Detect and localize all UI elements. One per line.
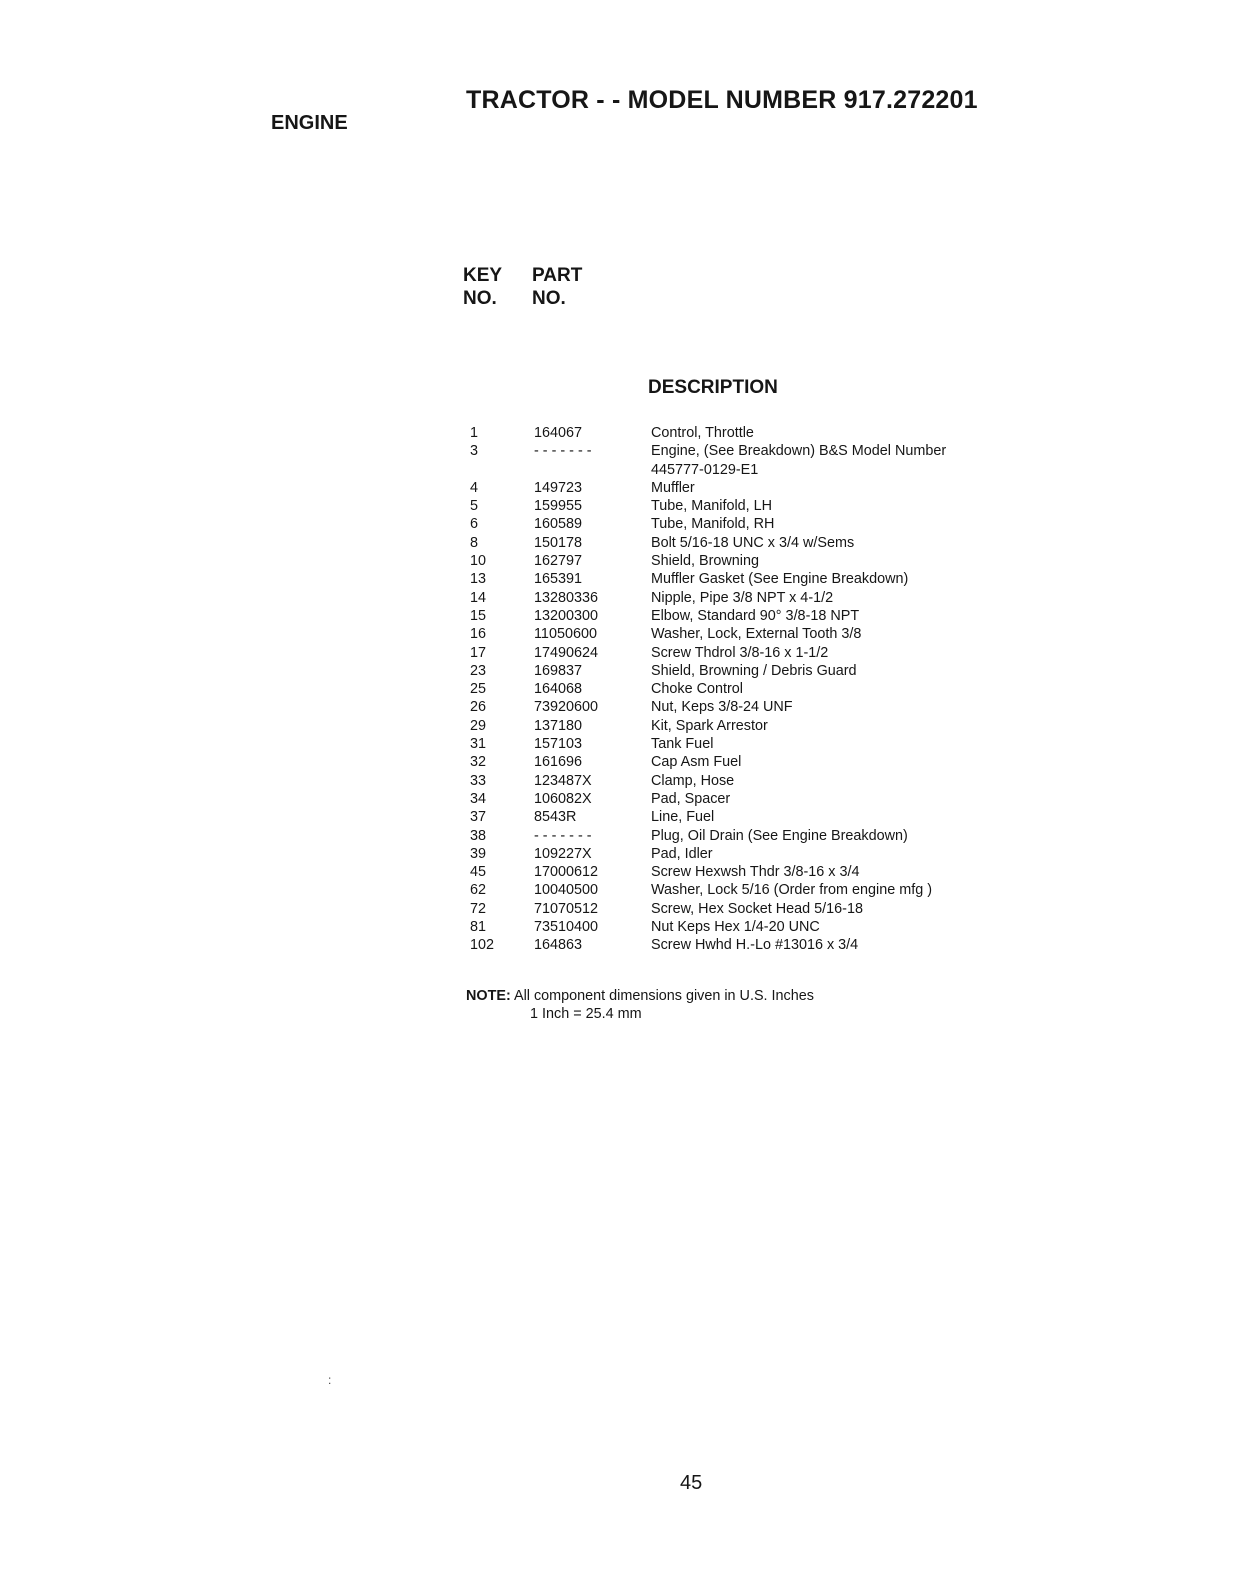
description-cell: Cap Asm Fuel bbox=[651, 754, 742, 771]
key-no-cell: 29 bbox=[470, 717, 487, 734]
key-no-cell: 14 bbox=[470, 589, 487, 606]
description-cell: Line, Fuel bbox=[651, 809, 715, 826]
key-no-cell: 10 bbox=[470, 553, 487, 570]
table-row bbox=[470, 625, 1030, 643]
table-row bbox=[470, 900, 1030, 918]
description-cell: Engine, (See Breakdown) B&S Model Number bbox=[651, 443, 947, 460]
key-no-cell: 39 bbox=[470, 845, 487, 862]
part-no-cell: 13200300 bbox=[534, 607, 599, 624]
table-row bbox=[470, 735, 1030, 753]
part-no-cell: 169837 bbox=[534, 662, 583, 679]
table-row bbox=[470, 497, 1030, 515]
table-row bbox=[470, 607, 1030, 625]
table-row bbox=[470, 772, 1030, 790]
description-cell: Nut Keps Hex 1/4-20 UNC bbox=[651, 919, 820, 936]
part-no-cell: 17000612 bbox=[534, 864, 599, 881]
part-no-cell: 164067 bbox=[534, 425, 583, 441]
key-no-cell: 81 bbox=[470, 919, 487, 936]
part-no-cell: 109227X bbox=[534, 845, 592, 862]
description-cell: Screw, Hex Socket Head 5/16-18 bbox=[651, 900, 863, 917]
part-no-cell: 10040500 bbox=[534, 882, 599, 899]
table-row bbox=[470, 827, 1030, 845]
part-no-cell: 11050600 bbox=[534, 626, 597, 643]
description-cell: Kit, Spark Arrestor bbox=[651, 717, 768, 734]
description-cell: Clamp, Hose bbox=[651, 772, 735, 789]
key-no-cell: 34 bbox=[470, 790, 487, 807]
part-no-cell: 73510400 bbox=[534, 919, 599, 936]
key-no-cell: 45 bbox=[470, 864, 487, 881]
part-no-cell: - - - - - - - bbox=[534, 827, 592, 844]
part-no-cell: 162797 bbox=[534, 553, 583, 570]
part-no-cell: 159955 bbox=[534, 498, 583, 515]
part-no-cell: - - - - - - - bbox=[534, 443, 592, 460]
table-row bbox=[470, 515, 1030, 533]
table-row bbox=[470, 863, 1030, 881]
key-no-cell bbox=[470, 461, 534, 479]
description-cell: Nipple, Pipe 3/8 NPT x 4-1/2 bbox=[651, 589, 834, 606]
part-no-cell: 123487X bbox=[534, 772, 592, 789]
description-cell: Plug, Oil Drain (See Engine Breakdown) bbox=[651, 827, 908, 844]
part-no-cell: 71070512 bbox=[534, 900, 599, 917]
stray-mark: : bbox=[328, 1373, 332, 1387]
key-no-cell: 5 bbox=[470, 498, 479, 515]
key-no-cell: 31 bbox=[470, 736, 487, 753]
part-no-cell: 13280336 bbox=[534, 589, 599, 606]
description-cell: Elbow, Standard 90° 3/8-18 NPT bbox=[651, 607, 860, 624]
description-cell: Washer, Lock, External Tooth 3/8 bbox=[651, 626, 862, 643]
table-row bbox=[470, 717, 1030, 735]
part-no-cell: 164068 bbox=[534, 681, 583, 698]
key-no-cell: 102 bbox=[470, 937, 495, 954]
key-no-cell: 33 bbox=[470, 772, 487, 789]
description-cell: Choke Control bbox=[651, 681, 743, 698]
part-no-cell: 165391 bbox=[534, 571, 583, 588]
table-row bbox=[470, 808, 1030, 826]
part-no-cell: 73920600 bbox=[534, 699, 599, 716]
description-cell: 445777-0129-E1 bbox=[651, 461, 759, 478]
note-label: NOTE: bbox=[466, 988, 511, 1004]
column-header-part-no bbox=[532, 264, 582, 310]
table-row bbox=[470, 570, 1030, 588]
part-no-cell: 17490624 bbox=[534, 644, 599, 661]
part-no-cell: 161696 bbox=[534, 754, 583, 771]
key-no-cell: 62 bbox=[470, 882, 487, 899]
part-no-cell: 149723 bbox=[534, 479, 583, 496]
description-cell: Shield, Browning / Debris Guard bbox=[651, 662, 857, 679]
description-cell: Muffler Gasket (See Engine Breakdown) bbox=[651, 571, 909, 588]
key-no-cell: 4 bbox=[470, 479, 479, 496]
column-header-description: DESCRIPTION bbox=[648, 377, 778, 398]
key-no-cell: 17 bbox=[470, 644, 487, 661]
table-row bbox=[470, 845, 1030, 863]
key-no-cell: 25 bbox=[470, 681, 487, 698]
key-no-cell: 23 bbox=[470, 662, 487, 679]
description-cell: Pad, Idler bbox=[651, 845, 713, 862]
key-no-cell: 3 bbox=[470, 443, 479, 460]
description-cell: Washer, Lock 5/16 (Order from engine mfg ) bbox=[651, 882, 932, 899]
table-row bbox=[470, 461, 1030, 479]
part-no-cell: 137180 bbox=[534, 717, 583, 734]
key-no-cell: 32 bbox=[470, 754, 487, 771]
column-header-part-line1: PART bbox=[532, 265, 583, 286]
note-line-1 bbox=[466, 987, 814, 1005]
key-no-cell: 8 bbox=[470, 534, 479, 551]
table-row bbox=[470, 534, 1030, 552]
table-row bbox=[470, 589, 1030, 607]
description-cell: Screw Hwhd H.-Lo #13016 x 3/4 bbox=[651, 937, 859, 954]
parts-list bbox=[470, 424, 1030, 955]
column-header-key-no bbox=[463, 264, 502, 310]
section-heading: ENGINE bbox=[271, 112, 348, 134]
part-no-cell: 160589 bbox=[534, 516, 583, 533]
description-cell: Tube, Manifold, LH bbox=[651, 498, 773, 515]
key-no-cell: 16 bbox=[470, 626, 487, 643]
column-header-key-line2: NO. bbox=[463, 288, 497, 309]
part-no-cell: 164863 bbox=[534, 937, 583, 954]
description-cell: Tank Fuel bbox=[651, 736, 714, 753]
table-row bbox=[470, 424, 1030, 442]
table-row bbox=[470, 442, 1030, 460]
note-text: All component dimensions given in U.S. Inches bbox=[510, 988, 814, 1004]
description-cell: Control, Throttle bbox=[651, 425, 754, 441]
description-cell: Bolt 5/16-18 UNC x 3/4 w/Sems bbox=[651, 534, 855, 551]
table-row bbox=[470, 753, 1030, 771]
table-row bbox=[470, 881, 1030, 899]
table-row bbox=[470, 552, 1030, 570]
key-no-cell: 1 bbox=[470, 425, 479, 441]
note-line-2: 1 Inch = 25.4 mm bbox=[530, 1006, 642, 1022]
note-block bbox=[466, 987, 814, 1023]
table-row bbox=[470, 936, 1030, 954]
table-row bbox=[470, 662, 1030, 680]
table-row bbox=[470, 479, 1030, 497]
table-row bbox=[470, 918, 1030, 936]
column-header-part-line2: NO. bbox=[532, 288, 566, 309]
part-no-cell: 150178 bbox=[534, 534, 583, 551]
table-row bbox=[470, 698, 1030, 716]
description-cell: Nut, Keps 3/8-24 UNF bbox=[651, 699, 793, 716]
table-row bbox=[470, 644, 1030, 662]
key-no-cell: 72 bbox=[470, 900, 487, 917]
column-header-key-line1: KEY bbox=[463, 265, 503, 286]
page-number: 45 bbox=[680, 1472, 703, 1494]
key-no-cell: 6 bbox=[470, 516, 479, 533]
description-cell: Muffler bbox=[651, 479, 695, 496]
description-cell: Screw Hexwsh Thdr 3/8-16 x 3/4 bbox=[651, 864, 860, 881]
part-no-cell: 157103 bbox=[534, 736, 583, 753]
table-row bbox=[470, 790, 1030, 808]
part-no-cell: 106082X bbox=[534, 790, 592, 807]
description-cell: Shield, Browning bbox=[651, 553, 759, 570]
key-no-cell: 13 bbox=[470, 571, 487, 588]
description-cell: Screw Thdrol 3/8-16 x 1-1/2 bbox=[651, 644, 829, 661]
description-cell: Pad, Spacer bbox=[651, 790, 731, 807]
part-no-cell: 8543R bbox=[534, 809, 577, 826]
key-no-cell: 38 bbox=[470, 827, 487, 844]
description-cell: Tube, Manifold, RH bbox=[651, 516, 775, 533]
table-row bbox=[470, 680, 1030, 698]
key-no-cell: 37 bbox=[470, 809, 487, 826]
part-no-cell bbox=[534, 461, 651, 479]
key-no-cell: 26 bbox=[470, 699, 487, 716]
page-title: TRACTOR - - MODEL NUMBER 917.272201 bbox=[466, 86, 978, 114]
key-no-cell: 15 bbox=[470, 607, 487, 624]
